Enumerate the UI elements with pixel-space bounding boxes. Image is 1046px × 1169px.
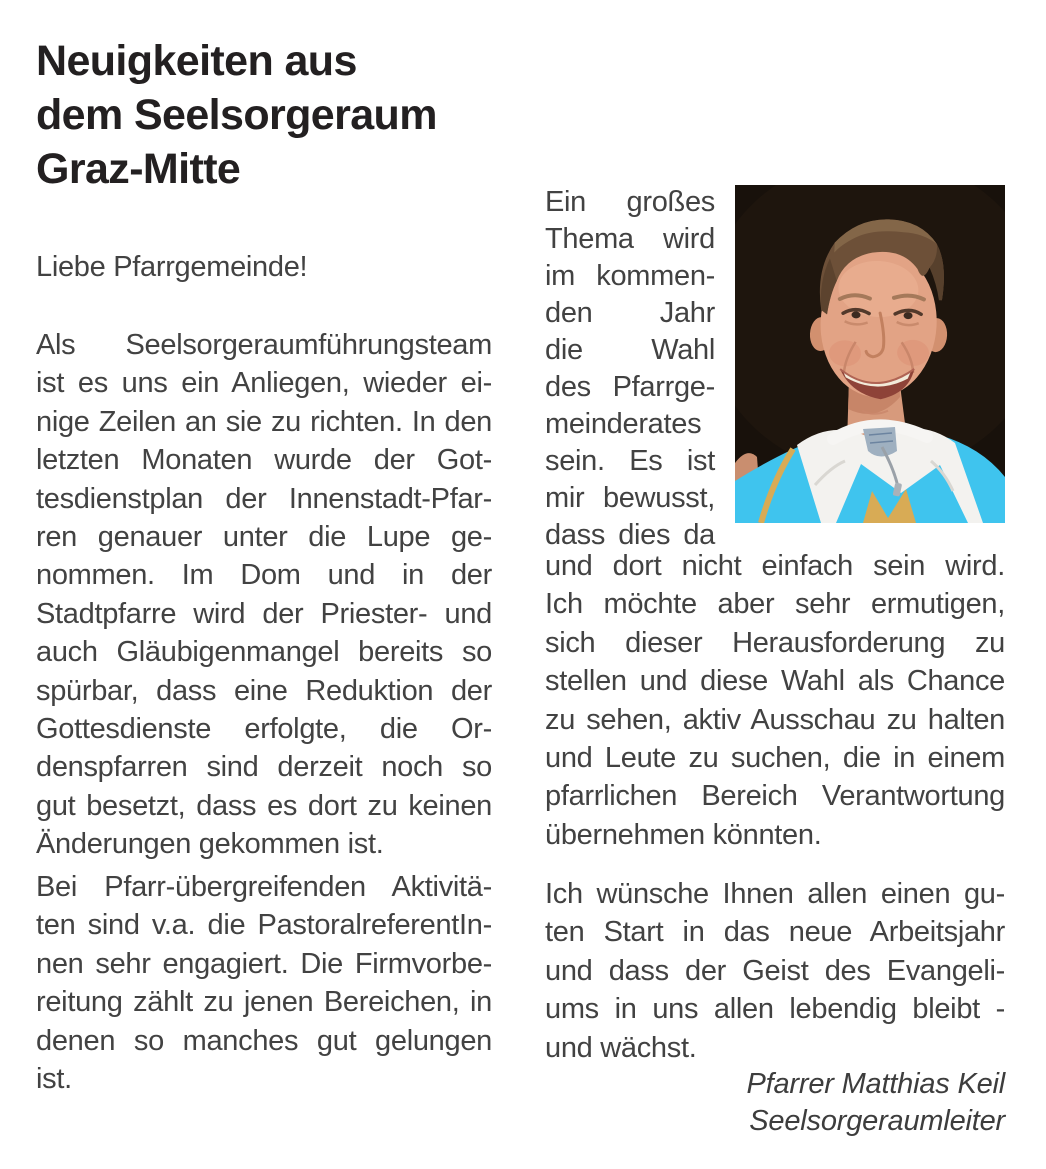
text-line: Neuigkeiten aus (36, 37, 357, 85)
text-line: auch Gläubigenmangel bereits so (36, 636, 492, 669)
text-line: ist. (36, 1063, 72, 1096)
signature (545, 1066, 1005, 1140)
text-line: denspfarren sind derzeit noch so (36, 751, 492, 784)
text-line: übernehmen könnten. (545, 818, 822, 851)
text-line: ten sind v.a. die PastoralreferentIn- (36, 909, 492, 942)
text-line: Ein großes (545, 186, 715, 218)
portrait-photo (735, 185, 1005, 523)
text-line: meinderates (545, 408, 702, 440)
text-line: dem Seelsorgeraum (36, 91, 437, 139)
paragraph-right-intro-narrow (545, 184, 715, 554)
text-line: ist es uns ein Anliegen, wieder ei- (36, 367, 492, 400)
text-line: des Pfarrge- (545, 371, 715, 403)
text-line: und wächst. (545, 1031, 697, 1064)
text-line: sich dieser Herausforderung zu (545, 626, 1005, 659)
text-line: Als Seelsorgeraumführungsteam (36, 329, 492, 361)
text-line: ten Start in das neue Arbeitsjahr (545, 916, 1005, 949)
text-line: Bei Pfarr-übergreifenden Aktivitä- (36, 871, 492, 903)
text-line: Thema wird (545, 223, 715, 255)
text-line: Ich wünsche Ihnen allen einen gu- (545, 878, 1005, 910)
text-line: die Wahl (545, 334, 715, 366)
text-line: pfarrlichen Bereich Verantwortung (545, 780, 1005, 813)
text-line: Ich möchte aber sehr ermutigen, (545, 588, 1005, 621)
text-line: nige Zeilen an sie zu richten. In den (36, 405, 492, 438)
text-line: spürbar, dass eine Reduktion der (36, 674, 492, 707)
text-line: Stadtpfarre wird der Priester- und (36, 597, 492, 630)
text-line: im kommen- (545, 260, 715, 292)
text-line: sein. Es ist (545, 445, 715, 477)
paragraph-left-1 (36, 326, 492, 864)
text-line: Graz-Mitte (36, 145, 241, 193)
text-line: den Jahr (545, 297, 715, 329)
text-line: und dort nicht einfach sein wird. (545, 550, 1005, 582)
text-line: ums in uns allen lebendig bleibt - (545, 993, 1005, 1026)
text-line: stellen und diese Wahl als Chance (545, 665, 1005, 698)
text-line: Pfarrer Matthias Keil (746, 1068, 1005, 1100)
text-line: Seelsorgeraumleiter (749, 1105, 1005, 1137)
text-line: nen sehr engagiert. Die Firmvorbe- (36, 947, 492, 980)
text-line: und dass der Geist des Evangeli- (545, 954, 1005, 987)
paragraph-left-2 (36, 868, 492, 1098)
text-line: gut besetzt, dass es dort zu keinen (36, 789, 492, 822)
text-line: und Leute zu suchen, die in einem (545, 742, 1005, 775)
greeting-line: Liebe Pfarrgemeinde! (36, 251, 308, 283)
text-line: dass dies da (545, 519, 715, 551)
text-line: denen so manches gut gelungen (36, 1024, 492, 1057)
article-title (36, 34, 516, 196)
text-line: mir bewusst, (545, 482, 715, 514)
text-line: Gottesdienste erfolgte, die Or- (36, 713, 492, 746)
text-line: ren genauer unter die Lupe ge- (36, 521, 492, 554)
text-line: Änderungen gekommen ist. (36, 828, 384, 861)
text-line: zu sehen, aktiv Ausschau zu halten (545, 703, 1005, 736)
text-line: reitung zählt zu jenen Bereichen, in (36, 986, 492, 1019)
text-line: letzten Monaten wurde der Got- (36, 444, 492, 477)
paragraph-right-intro-wide (545, 547, 1005, 854)
text-line: nommen. Im Dom und in der (36, 559, 492, 592)
paragraph-right-closing (545, 875, 1005, 1067)
text-line: tesdienstplan der Innenstadt-Pfar- (36, 482, 492, 515)
priest-portrait-illustration (735, 185, 1005, 523)
